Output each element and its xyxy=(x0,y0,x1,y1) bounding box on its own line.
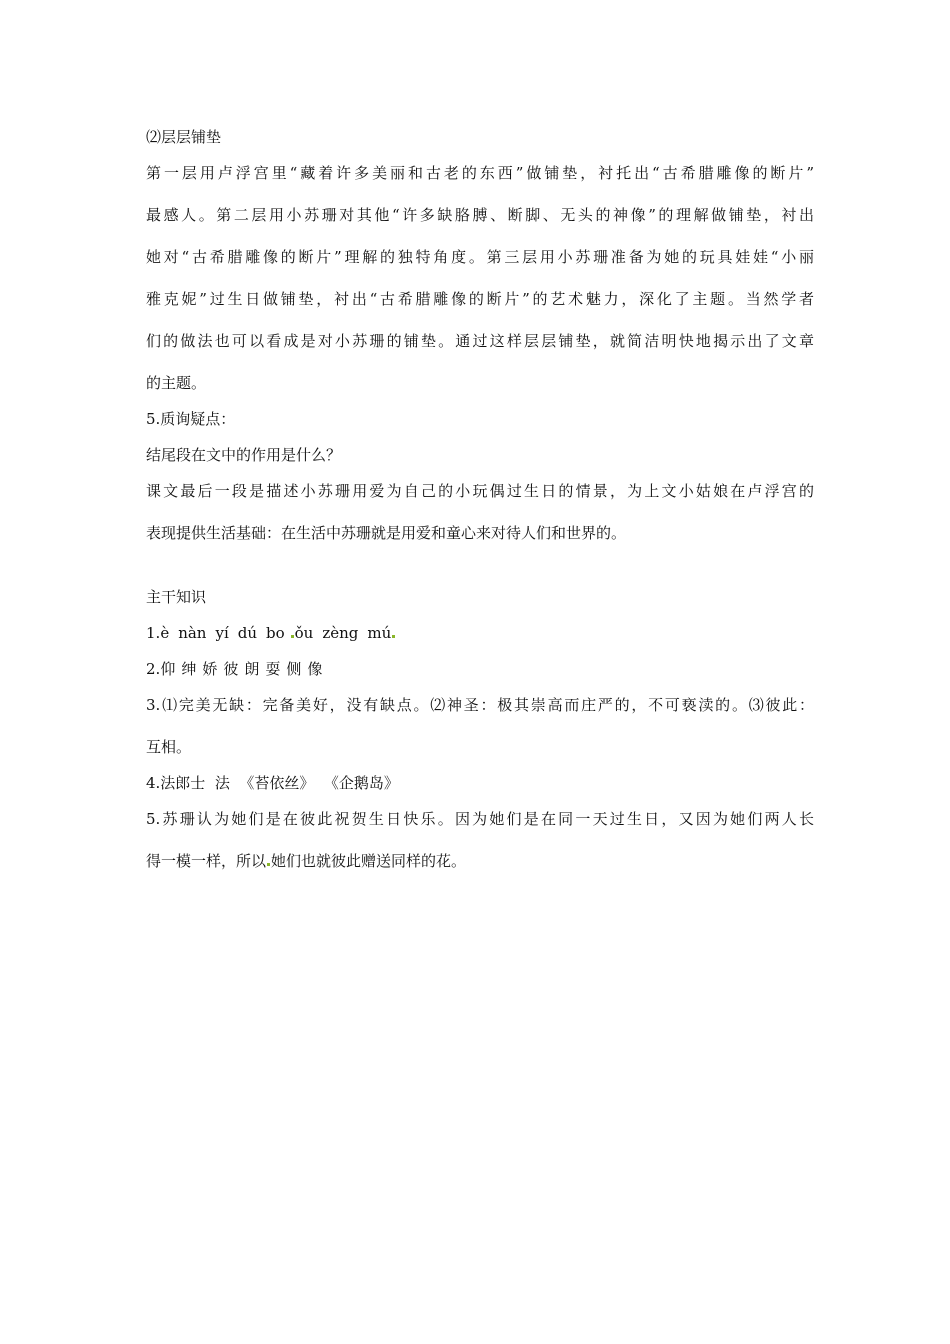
pinyin-syllable: zèng xyxy=(322,624,359,642)
knowledge-item-1 xyxy=(146,618,814,654)
paragraph-line: 她对“古希腊雕像的断片”理解的独特角度。第三层用小苏珊准备为她的玩具娃娃“小丽 xyxy=(146,248,814,266)
pinyin-syllable: bo xyxy=(266,624,285,642)
document-page xyxy=(146,122,814,888)
pinyin-syllable: è xyxy=(160,624,170,642)
section-heading: ⑵层层铺垫 xyxy=(146,128,222,146)
character: 侧 xyxy=(286,660,302,678)
paragraph-line: 3.⑴完美无缺：完备美好，没有缺点。⑵神圣：极其崇高而庄严的，不可亵渎的。⑶彼此： xyxy=(146,696,814,714)
character: 像 xyxy=(307,660,323,678)
item-number: 1. xyxy=(146,624,161,642)
paragraph-line: 表现提供生活基础：在生活中苏珊就是用爱和童心来对待人们和世界的。 xyxy=(146,524,627,542)
pinyin-syllable: mú xyxy=(367,624,392,642)
pinyin-syllable: ǒu xyxy=(294,624,314,642)
paragraph-line: 5.苏珊认为她们是在彼此祝贺生日快乐。因为她们是在同一天过生日，又因为她们两人长 xyxy=(146,810,814,828)
character: 朗 xyxy=(244,660,260,678)
pinyin-syllable: dú xyxy=(237,624,258,642)
knowledge-item-4: 4.法郎士 法 《苔依丝》 《企鹅岛》 xyxy=(146,774,399,792)
knowledge-item-5 xyxy=(146,804,814,888)
question-5-answer xyxy=(146,476,814,560)
text-segment: 她们也就彼此赠送同样的花。 xyxy=(271,852,467,870)
character: 彼 xyxy=(223,660,239,678)
character: 绅 xyxy=(181,660,197,678)
pinyin-syllable: nàn xyxy=(178,624,207,642)
marker-dot xyxy=(267,863,270,866)
character: 耍 xyxy=(265,660,281,678)
paragraph-line: 课文最后一段是描述小苏珊用爱为自己的小玩偶过生日的情景，为上文小姑娘在卢浮宫的 xyxy=(146,482,814,500)
character: 仰 xyxy=(160,660,176,678)
paragraph-line: 的主题。 xyxy=(146,374,207,392)
knowledge-title: 主干知识 xyxy=(146,588,207,606)
item-number: 2. xyxy=(146,660,161,678)
paragraph-line: 最感人。第二层用小苏珊对其他“许多缺胳膊、断脚、无头的神像”的理解做铺垫，衬出 xyxy=(146,206,814,224)
paragraph-line: 们的做法也可以看成是对小苏珊的铺垫。通过这样层层铺垫，就简洁明快地揭示出了文章 xyxy=(146,332,814,350)
knowledge-item-2 xyxy=(146,654,814,690)
paragraph-line: 互相。 xyxy=(146,738,192,756)
paragraph-line: 第一层用卢浮宫里“藏着许多美丽和古老的东西”做铺垫，衬托出“古希腊雕像的断片” xyxy=(146,164,814,182)
question-5-question: 结尾段在文中的作用是什么？ xyxy=(146,446,342,464)
character: 娇 xyxy=(202,660,218,678)
paragraph-layering xyxy=(146,158,814,404)
paragraph-line xyxy=(146,846,814,888)
paragraph-line: 雅克妮”过生日做铺垫，衬出“古希腊雕像的断片”的艺术魅力，深化了主题。当然学者 xyxy=(146,290,814,308)
marker-dot xyxy=(291,635,294,638)
spacer xyxy=(146,560,814,582)
knowledge-item-3 xyxy=(146,690,814,768)
text-segment: 得一模一样，所以 xyxy=(146,852,267,870)
pinyin-syllable: yí xyxy=(215,624,229,642)
question-5-title: 5.质询疑点： xyxy=(146,410,236,428)
marker-dot xyxy=(392,635,395,638)
